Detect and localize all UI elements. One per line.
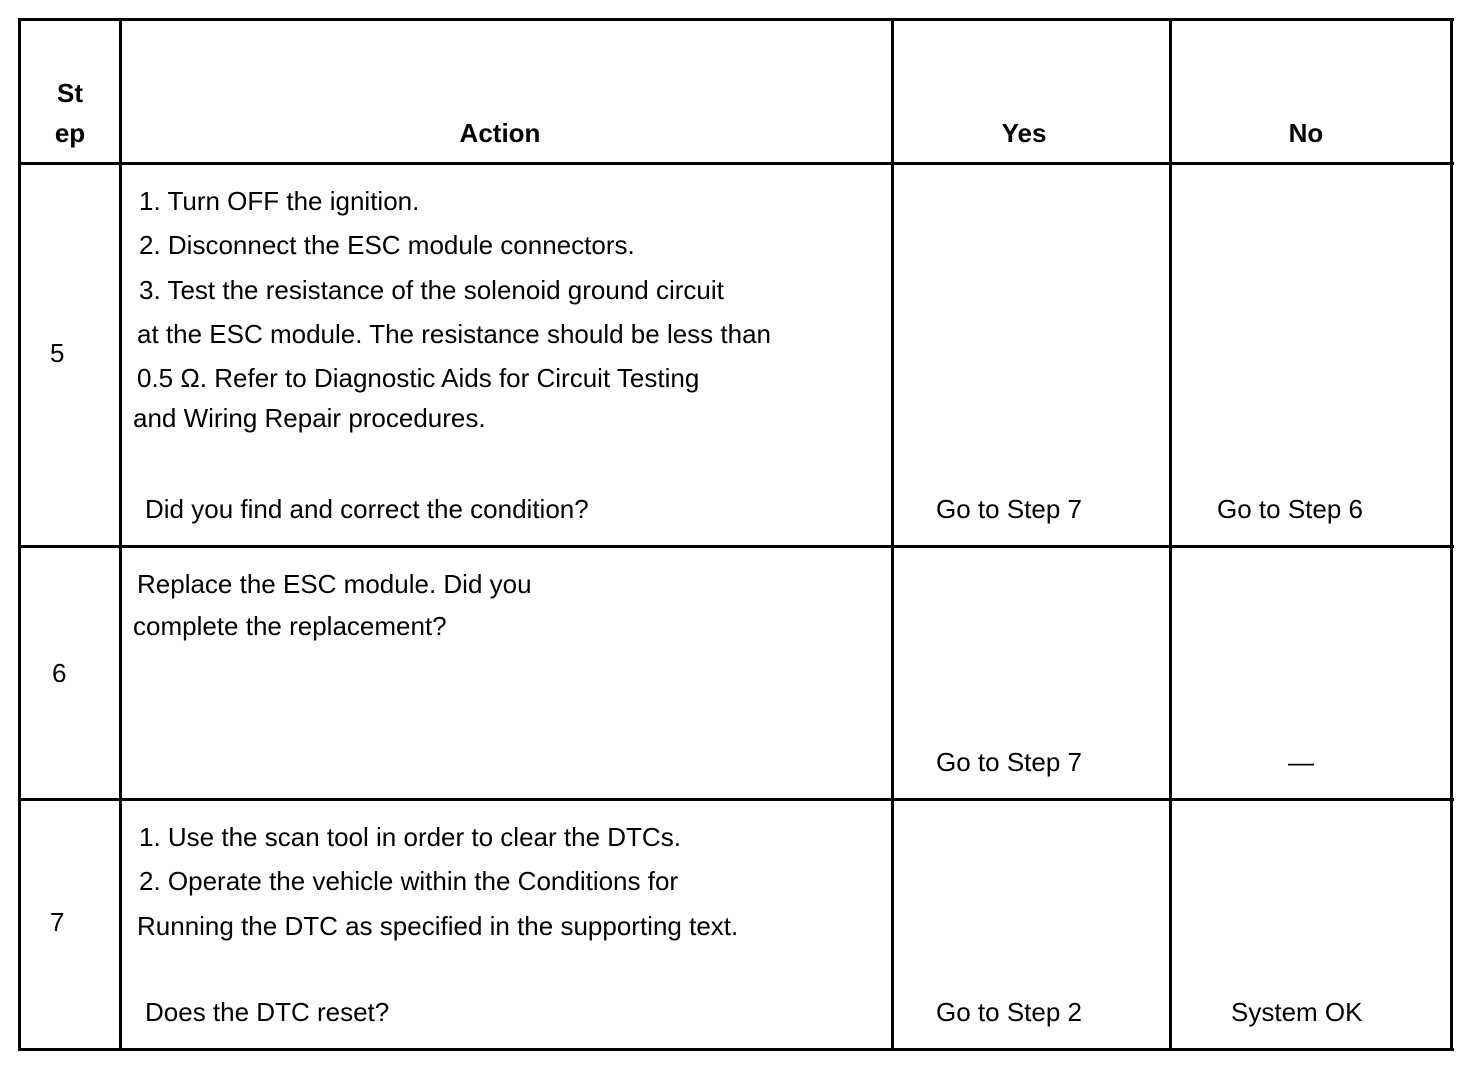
step-number: 5	[50, 338, 65, 368]
column-divider	[1169, 18, 1172, 1051]
action-line: 0.5 Ω. Refer to Diagnostic Aids for Circuit Testing	[137, 363, 700, 393]
action-line: at the ESC module. The resistance should be less than	[137, 319, 772, 349]
no-result: Go to Step 6	[1217, 494, 1363, 524]
yes-result: Go to Step 2	[936, 997, 1082, 1027]
action-line: 2. Operate the vehicle within the Conditions for	[139, 866, 679, 896]
action-question: Does the DTC reset?	[145, 997, 390, 1027]
action-line: 3. Test the resistance of the solenoid ground circuit	[139, 275, 724, 305]
action-line: complete the replacement?	[133, 611, 447, 641]
action-line: 2. Disconnect the ESC module connectors.	[139, 230, 635, 260]
header-yes: Yes	[1001, 118, 1047, 148]
column-divider	[891, 18, 894, 1051]
action-line: Replace the ESC module. Did you	[137, 569, 532, 599]
step-number: 6	[52, 658, 67, 688]
header-step	[21, 78, 119, 148]
table-border-bottom	[18, 1048, 1454, 1051]
action-line: Running the DTC as specified in the supporting text.	[137, 911, 739, 941]
table-border-top	[18, 18, 1454, 21]
header-no: No	[1288, 118, 1324, 148]
row-divider	[18, 545, 1454, 548]
no-result: System OK	[1231, 997, 1363, 1027]
header-divider	[18, 162, 1454, 165]
action-question: Did you find and correct the condition?	[145, 494, 589, 524]
yes-result: Go to Step 7	[936, 494, 1082, 524]
action-line: 1. Turn OFF the ignition.	[139, 186, 420, 216]
column-divider	[119, 18, 122, 1051]
table-border-left	[18, 18, 21, 1051]
action-line: 1. Use the scan tool in order to clear the DTCs.	[139, 822, 681, 852]
row-divider	[18, 798, 1454, 801]
header-step-line2: ep	[54, 118, 86, 148]
table-border-right	[1450, 18, 1453, 1051]
yes-result: Go to Step 7	[936, 747, 1082, 777]
header-action: Action	[459, 118, 541, 148]
action-line: and Wiring Repair procedures.	[133, 403, 486, 433]
step-number: 7	[50, 907, 65, 937]
header-step-line1: St	[57, 78, 83, 108]
no-result: —	[1288, 747, 1314, 777]
